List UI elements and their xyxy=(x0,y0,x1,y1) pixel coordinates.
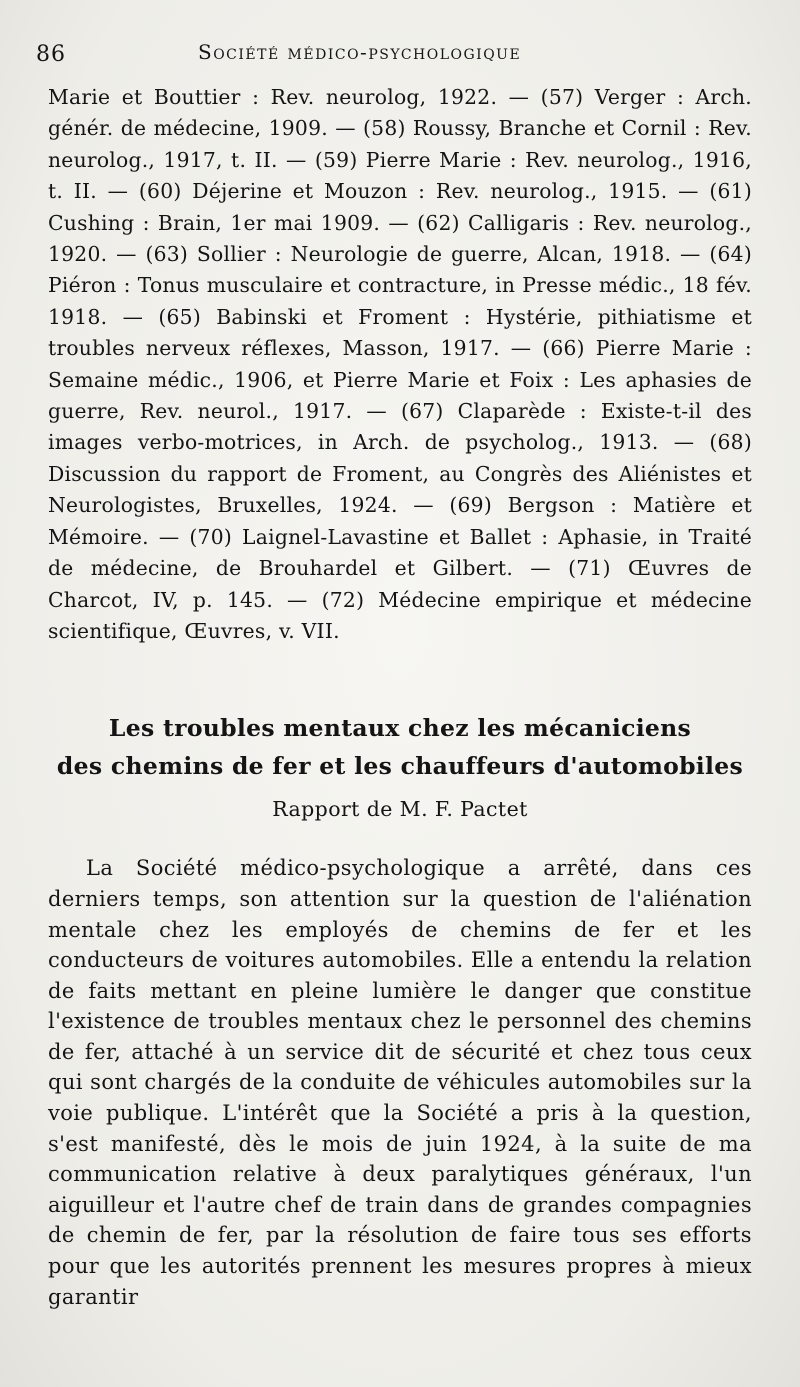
references-block xyxy=(48,82,752,647)
article-title xyxy=(48,709,752,785)
running-head-title: Société médico-psychologique xyxy=(198,40,522,64)
section-gap xyxy=(48,647,752,709)
body-paragraph: La Société médico-psychologique a arrêté, dans ces derniers temps, son attention sur la question de l'aliénation mentale chez les employés de chemins de fer et les conducteurs de voitures automobiles. Elle a entendu la relation de faits mettant en pleine lumière le danger que constitue l'existence de troubles mentaux chez le personnel des chemins de fer, attaché à un service dit de sécurité et chez tous ceux qui sont chargés de la conduite de véhicules automobiles sur la voie publique. L'intérêt que la Société a pris à la question, s'est manifesté, dès le mois de juin 1924, à la suite de ma communication relative à deux paralytiques généraux, l'un aiguilleur et l'autre chef de train dans de grandes compagnies de chemin de fer, par la résolution de faire tous ses efforts pour que les autorités prennent les mesures propres à mieux garantir xyxy=(48,856,752,1309)
article-title-line-2: des chemins de fer et les chauffeurs d'automobiles xyxy=(56,752,744,781)
article-byline: Rapport de M. F. Pactet xyxy=(272,797,528,822)
running-head xyxy=(36,34,752,74)
article-body xyxy=(48,853,752,1312)
references-text: Marie et Bouttier : Rev. neurolog, 1922. — (57) Verger : Arch. génér. de médecine, 1909. — (58) Roussy, Branche et Cornil : Rev. neurolog., 1917, t. II. — (59) Pierre Marie : Rev. neurolog., 1916, t. II. — (60) Déjerine et Mouzon : Rev. neurolog., 1915. — (61) Cushing : Brain, 1er mai 1909. — (62) Calligaris : Rev. neurolog., 1920. — (63) Sollier : Neurologie de guerre, Alcan, 1918. — (64) Piéron : Tonus musculaire et contracture, in Presse médic., 18 fév. 1918. — (65) Babinski et Froment : Hystérie, pithiatisme et troubles nerveux réflexes, Masson, 1917. — (66) Pierre Marie : Semaine médic., 1906, et Pierre Marie et Foix : Les aphasies de guerre, Rev. neurol., 1917. — (67) Claparède : Existe-t-il des images verbo-motrices, in Arch. de psycholog., 1913. — (68) Discussion du rapport de Froment, au Congrès des Aliénistes et Neurologistes, Bruxelles, 1924. — (69) Bergson : Matière et Mémoire. — (70) Laignel-Lavastine et Ballet : Aphasie, in Traité de médecine, de Brouhardel et Gilbert. — (71) Œuvres de Charcot, IV, p. 145. — (72) Médecine empirique et médecine scientifique, Œuvres, v. VII. xyxy=(48,85,752,643)
article-title-line-1: Les troubles mentaux chez les mécaniciens xyxy=(108,714,692,743)
page-number: 86 xyxy=(36,42,66,67)
